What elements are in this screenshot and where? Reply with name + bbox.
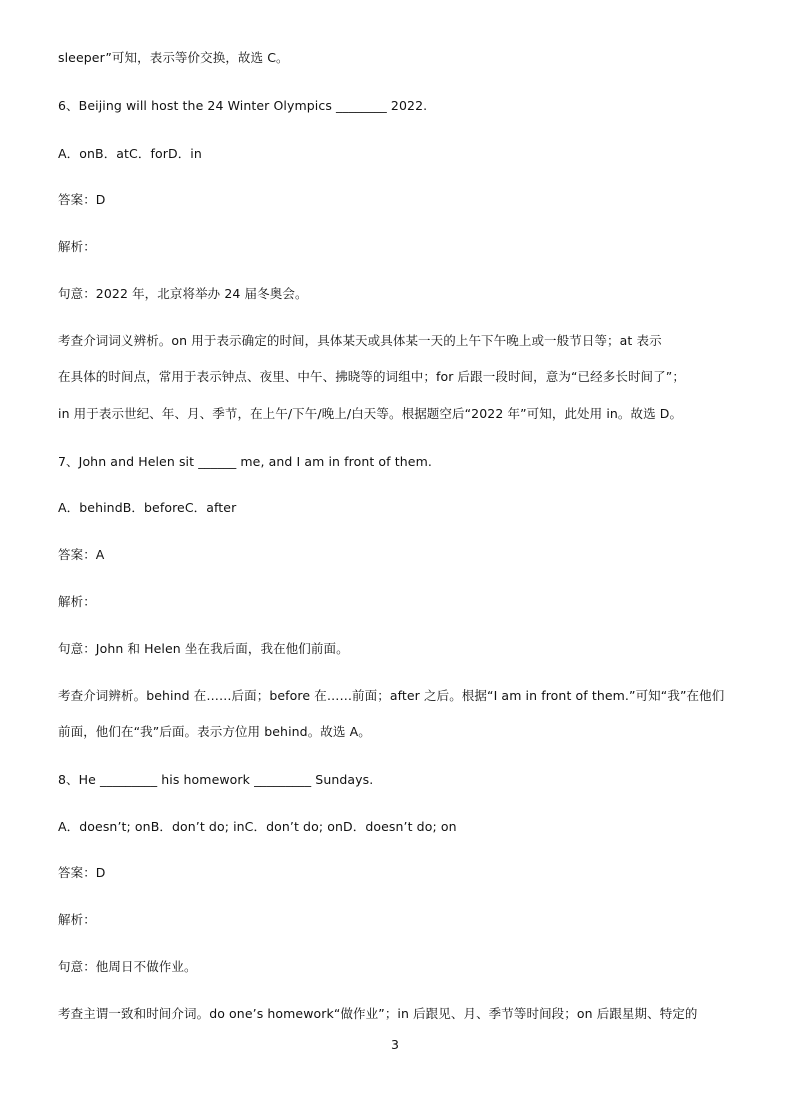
- sentence-meaning: 句意：2022 年，北京将举办 24 届冬奥会。: [58, 286, 308, 301]
- answer-6: 答案：D: [58, 192, 106, 207]
- sentence-meaning: 句意：他周日不做作业。: [58, 959, 197, 974]
- question-7: 7、John and Helen sit ______ me, and I am in front of them.: [58, 454, 432, 469]
- sentence-meaning: 句意：John 和 Helen 坐在我后面，我在他们前面。: [58, 641, 349, 656]
- options-6: A．onB．atC．forD．in: [58, 146, 202, 161]
- question-6: 6、Beijing will host the 24 Winter Olympics ________ 2022.: [58, 98, 428, 113]
- explanation-line: in 用于表示世纪、年、月、季节，在上午/下午/晚上/白天等。根据题空后“2022 年”可知，此处用 in。故选 D。: [58, 406, 683, 421]
- text-line: sleeper”可知，表示等价交换，故选 C。: [58, 50, 289, 65]
- page-number: 3: [391, 1037, 399, 1052]
- question-8: 8、He _________ his homework _________ Sundays.: [58, 772, 374, 787]
- explanation-line: 前面，他们在“我”后面。表示方位用 behind。故选 A。: [58, 724, 371, 739]
- options-7: A．behindB．beforeC．after: [58, 500, 237, 515]
- answer-7: 答案：A: [58, 547, 105, 562]
- analysis-label: 解析：: [58, 594, 96, 609]
- options-8: A．doesn’t; onB．don’t do; inC．don’t do; onD．doesn’t do; on: [58, 819, 457, 834]
- analysis-label: 解析：: [58, 912, 96, 927]
- explanation-line: 考查主谓一致和时间介词。do one’s homework“做作业”；in 后跟见、月、季节等时间段；on 后跟星期、特定的: [58, 1006, 698, 1021]
- answer-8: 答案：D: [58, 865, 106, 880]
- explanation-line: 在具体的时间点，常用于表示钟点、夜里、中午、拂晓等的词组中；for 后跟一段时间，意为“已经多长时间了”；: [58, 369, 685, 384]
- analysis-label: 解析：: [58, 239, 96, 254]
- explanation-line: 考查介词辨析。behind 在……后面；before 在……前面；after 之后。根据“I am in front of them.”可知“我”在他们: [58, 688, 725, 703]
- explanation-line: 考查介词词义辨析。on 用于表示确定的时间，具体某天或具体某一天的上午下午晚上或一般节日等；at 表示: [58, 333, 662, 348]
